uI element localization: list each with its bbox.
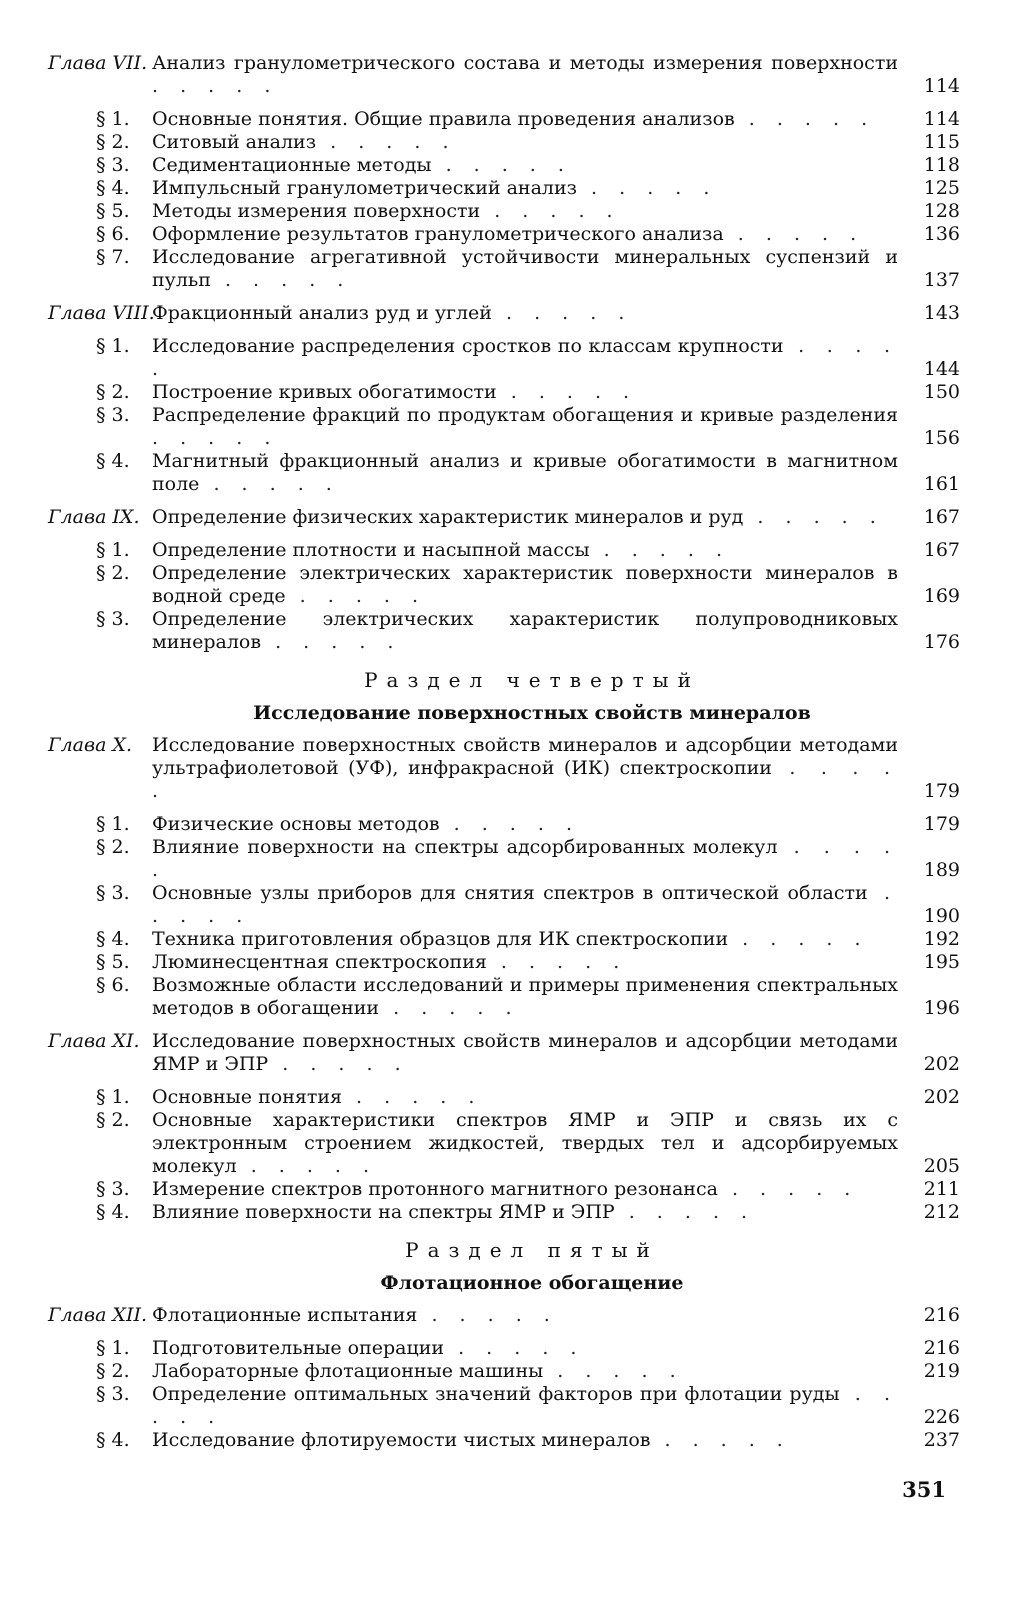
chapter-entry [48,506,968,529]
entry-page-number: 179 [923,813,960,835]
entry-title: Определение электрических характеристик полупроводниковых минералов [152,608,898,653]
entry-page-number: 156 [923,427,960,449]
section-entry [48,882,968,928]
chapter-label: Глава VII. [48,52,148,74]
dot-leader: . . . . . [342,1086,483,1108]
section-entry [48,200,968,223]
dot-leader: . . . . . [589,539,730,561]
section-label: § 2. [96,1109,130,1131]
section-label: § 1. [96,1086,130,1108]
section-label: § 3. [96,1178,130,1200]
section-entry [48,1360,968,1383]
section-label: § 2. [96,836,130,858]
entry-title: Подготовительные операции [152,1337,445,1359]
chapter-entry [48,1030,968,1076]
dot-leader: . . . . . [480,200,621,222]
entry-title: Флотационные испытания [152,1304,418,1326]
section-entry [48,1429,968,1452]
entry-title: Измерение спектров протонного магнитного резонанса [152,1178,718,1200]
dot-leader: . . . . . [152,1383,898,1428]
section-label: § 5. [96,951,130,973]
section-entry [48,1201,968,1224]
entry-title: Люминесцентная спектроскопия [152,951,487,973]
entry-page-number: 136 [923,223,960,245]
dot-leader: . . . . . [743,506,884,528]
chapter-label: Глава X. [48,734,132,756]
dot-leader: . . . . . [723,223,865,245]
section-label: § 3. [96,1383,130,1405]
section-entry [48,539,968,562]
chapter-label: Глава IX. [48,506,140,528]
entry-page-number: 226 [923,1406,960,1428]
entry-title: Седиментационные методы [152,154,432,176]
part-title: Исследование поверхностных свойств минералов [253,702,811,724]
entry-title: Исследование агрегативной устойчивости минеральных суспензий и пульп [152,246,898,291]
dot-leader: . . . . . [268,1053,409,1075]
dot-leader: . . . . . [152,836,898,881]
section-entry [48,951,968,974]
section-label: § 4. [96,1429,130,1451]
entry-title: Построение кривых обогатимости [152,381,497,403]
entry-title: Анализ гранулометрического состава и методы измерения поверхности [152,52,898,74]
entry-page-number: 196 [923,997,960,1019]
section-label: § 1. [96,813,130,835]
entry-title: Основные узлы приборов для снятия спектров в оптической области [152,882,868,904]
dot-leader: . . . . . [444,1337,585,1359]
section-entry [48,928,968,951]
dot-leader: . . . . . [496,381,638,403]
section-label: § 2. [96,1360,130,1382]
dot-leader: . . . . . [734,108,876,130]
entry-page-number: 216 [923,1304,960,1326]
section-entry [48,813,968,836]
dot-leader: . . . . . [285,585,427,607]
entry-title: Исследование флотируемости чистых минералов [152,1429,651,1451]
dot-leader: . . . . . [543,1360,684,1382]
entry-title: Основные понятия. Общие правила проведения анализов [152,108,735,130]
entry-page-number: 192 [923,928,960,950]
entry-page-number: 237 [923,1429,960,1451]
entry-title: Исследование поверхностных свойств минералов и адсорбции методами ЯМР и ЭПР [152,1030,898,1075]
section-label: § 1. [96,335,130,357]
section-entry [48,974,968,1020]
entry-page-number: 118 [923,154,960,176]
dot-leader: . . . . . [439,813,580,835]
section-entry [48,177,968,200]
chapter-label: Глава VIII. [48,302,155,324]
section-entry [48,562,968,608]
entry-title: Магнитный фракционный анализ и кривые обогатимости в магнитном поле [152,450,898,495]
entry-page-number: 176 [923,631,960,653]
dot-leader: . . . . . [152,882,898,927]
section-label: § 4. [96,450,130,472]
section-entry [48,381,968,404]
entry-title: Определение оптимальных значений факторов при флотации руды [152,1383,840,1405]
dot-leader: . . . . . [379,997,520,1019]
section-label: § 3. [96,154,130,176]
section-label: § 1. [96,1337,130,1359]
section-label: § 7. [96,246,130,268]
entry-title: Влияние поверхности на спектры ЯМР и ЭПР [152,1201,615,1223]
dot-leader: . . . . . [261,631,402,653]
entry-page-number: 114 [923,108,960,130]
entry-title: Определение физических характеристик минералов и руд [152,506,744,528]
entry-page-number: 202 [923,1053,960,1075]
section-label: § 3. [96,404,130,426]
entry-page-number: 169 [923,585,960,607]
entry-title: Методы измерения поверхности [152,200,481,222]
entry-title: Ситовый анализ [152,131,317,153]
section-label: § 1. [96,108,130,130]
section-entry [48,608,968,654]
entry-page-number: 202 [923,1086,960,1108]
entry-title: Импульсный гранулометрический анализ [152,177,577,199]
section-label: § 6. [96,223,130,245]
part-title: Флотационное обогащение [380,1272,684,1294]
entry-page-number: 167 [923,539,960,561]
section-entry [48,1109,968,1178]
entry-page-number: 205 [923,1155,960,1177]
section-entry [48,1337,968,1360]
entry-page-number: 143 [923,302,960,324]
section-entry [48,223,968,246]
dot-leader: . . . . . [152,757,898,802]
entry-page-number: 195 [923,951,960,973]
section-label: § 3. [96,608,130,630]
dot-leader: . . . . . [650,1429,791,1451]
section-label: § 4. [96,928,130,950]
chapter-entry [48,1304,968,1327]
entry-title: Распределение фракций по продуктам обогащения и кривые разделения [152,404,898,426]
entry-title: Оформление результатов гранулометрического анализа [152,223,724,245]
section-entry [48,246,968,292]
entry-title: Техника приготовления образцов для ИК спектроскопии [152,928,729,950]
entry-title: Исследование поверхностных свойств минералов и адсорбции методами ультрафиолетовой (УФ), инфракрасной (ИК) спектроскопии [152,734,898,779]
entry-page-number: 179 [923,780,960,802]
section-entry [48,335,968,381]
entry-title: Основные понятия [152,1086,342,1108]
dot-leader: . . . . . [152,335,898,380]
entry-page-number: 144 [923,358,960,380]
section-label: § 1. [96,539,130,561]
entry-page-number: 216 [923,1337,960,1359]
chapter-entry [48,734,968,803]
entry-title: Исследование распределения сростков по классам крупности [152,335,784,357]
entry-title: Лабораторные флотационные машины [152,1360,544,1382]
entry-page-number: 190 [923,905,960,927]
dot-leader: . . . . . [728,928,869,950]
chapter-label: Глава XI. [48,1030,140,1052]
dot-leader: . . . . . [199,473,340,495]
dot-leader: . . . . . [491,302,633,324]
entry-title: Возможные области исследований и примеры применения спектральных методов в обогащении [152,974,898,1019]
entry-title: Влияние поверхности на спектры адсорбированных молекул [152,836,778,858]
section-label: § 2. [96,562,130,584]
section-entry [48,450,968,496]
section-label: § 4. [96,177,130,199]
entry-page-number: 150 [923,381,960,403]
dot-leader: . . . . . [152,427,279,449]
dot-leader: . . . . . [717,1178,859,1200]
dot-leader: . . . . . [614,1201,756,1223]
entry-page-number: 114 [923,75,960,97]
entry-title: Определение электрических характеристик поверхности минералов в водной среде [152,562,898,607]
section-entry [48,1178,968,1201]
section-entry [48,108,968,131]
entry-page-number: 125 [923,177,960,199]
entry-title: Фракционный анализ руд и углей [152,302,492,324]
dot-leader: . . . . . [417,1304,558,1326]
part-heading: Раздел пятый [405,1238,659,1262]
entry-title: Основные характеристики спектров ЯМР и ЭПР и связь их с электронным строением жидкостей, твердых тел и адсорбируемых молекул [152,1109,898,1177]
section-entry [48,131,968,154]
entry-title: Физические основы методов [152,813,440,835]
chapter-entry [48,52,968,98]
section-entry [48,836,968,882]
entry-page-number: 212 [923,1201,960,1223]
entry-page-number: 211 [923,1178,960,1200]
entry-page-number: 219 [923,1360,960,1382]
section-entry [48,1383,968,1429]
entry-page-number: 128 [923,200,960,222]
dot-leader: . . . . . [431,154,572,176]
dot-leader: . . . . . [152,75,279,97]
section-label: § 3. [96,882,130,904]
dot-leader: . . . . . [577,177,718,199]
section-label: § 6. [96,974,130,996]
part-heading: Раздел четвертый [364,668,700,692]
entry-page-number: 115 [923,131,960,153]
section-entry [48,154,968,177]
section-label: § 5. [96,200,130,222]
section-entry [48,404,968,450]
chapter-label: Глава XII. [48,1304,148,1326]
entry-page-number: 137 [923,269,960,291]
entry-page-number: 167 [923,506,960,528]
dot-leader: . . . . . [486,951,628,973]
page-number: 351 [902,1477,946,1502]
dot-leader: . . . . . [316,131,457,153]
section-label: § 4. [96,1201,130,1223]
dot-leader: . . . . . [236,1155,378,1177]
table-of-contents [48,52,968,1452]
chapter-entry [48,302,968,325]
entry-page-number: 189 [923,859,960,881]
dot-leader: . . . . . [210,269,352,291]
section-label: § 2. [96,381,130,403]
section-label: § 2. [96,131,130,153]
entry-page-number: 161 [923,473,960,495]
entry-title: Определение плотности и насыпной массы [152,539,590,561]
section-entry [48,1086,968,1109]
